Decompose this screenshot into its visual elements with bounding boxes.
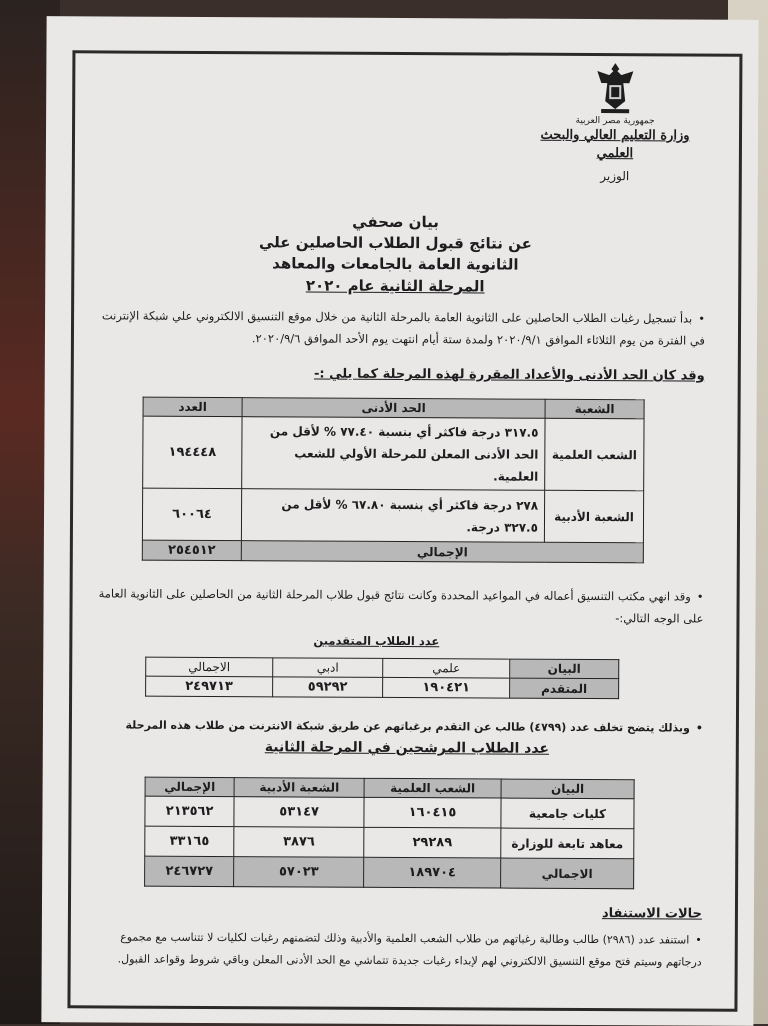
min-cell: ٣١٧.٥ درجة فاكثر أي بنسبة ٧٧.٤٠ % لأقل من الحد الأدنى المعلن للمرحلة الأولي للشعب العلمية. [242, 417, 545, 491]
table-header: العدد [143, 397, 242, 417]
title-line-2: عن نتائج قبول الطلاب الحاصلين علي [258, 233, 532, 253]
ministry-header [530, 61, 701, 184]
table-header: الإجمالي [145, 777, 234, 796]
exhaustion-heading: حالات الاستنفاد [601, 906, 702, 922]
value-cell: ١٦٠٤١٥ [364, 797, 501, 828]
table-header: ادبي [273, 658, 383, 678]
total-value: ٢٥٤٥١٢ [142, 540, 241, 561]
intro-paragraph [95, 304, 705, 351]
title-line-4: المرحلة الثانية عام ٢٠٢٠ [305, 276, 485, 296]
table-total-row [145, 856, 634, 889]
value-cell: ٥٩٢٩٢ [272, 677, 382, 698]
exhaustion-paragraph [92, 926, 702, 973]
table-total-row [142, 540, 643, 563]
table-row [145, 796, 634, 829]
table-header: البيان [510, 659, 619, 679]
nominated-table [144, 777, 635, 890]
min-heading: وقد كان الحد الأدنى والأعداد المقررة لهذه المرحلة كما يلي :- [313, 366, 705, 384]
value-cell: ٢١٣٥٦٢ [145, 796, 234, 826]
value-cell: ٣٨٧٦ [234, 827, 364, 858]
results-text: • وقد انهي مكتب التنسيق أعماله في المواعيد المحددة وكانت نتائج قبول طلاب المرحلة الثانية من الحاصلين على الثانوية العامة على الوجه التالي:- [99, 586, 704, 625]
row-label: معاهد تابعة للوزارة [501, 828, 634, 859]
branch-cell: الشعب العلمية [545, 418, 644, 491]
republic-text: جمهورية مصر العربية [575, 115, 655, 127]
intro-text: • بدأ تسجيل رغبات الطلاب الحاصلين على الثانوية العامة بالمرحلة الثانية من خلال موقع التنسيق الالكتروني علي شبكة الإنترنت في الفترة من يوم الثلاثاء الموافق ٢٠٢٠/٩/١ ولمدة ستة أيام انتهت يوم الأحد الموافق ٢٠٢٠/٩/٦. [102, 308, 705, 347]
table-row [143, 416, 644, 491]
row-label: كليات جامعية [501, 798, 634, 829]
table-header-row [146, 657, 619, 678]
value-cell: ٢٤٦٧٢٧ [145, 856, 234, 886]
value-cell: ٢٤٩٧١٣ [146, 676, 273, 697]
value-cell: ١٩٠٤٢١ [383, 677, 510, 698]
min-cell: ٢٧٨ درجة فاكثر أي بنسبة ٦٧.٨٠ % لأقل من ٣٢٧.٥ درجة. [241, 489, 544, 543]
count-cell: ١٩٤٤٤٨ [143, 416, 242, 489]
count-cell: ٦٠٠٦٤ [142, 488, 241, 541]
title-line-3: الثانوية العامة بالجامعات والمعاهد [272, 254, 519, 274]
table-header: البيان [501, 779, 634, 799]
branch-cell: الشعبة الأدبية [544, 490, 643, 543]
table-header: الحد الأدنى [242, 398, 545, 419]
table-row [146, 676, 619, 698]
title-line-1: بيان صحفي [352, 212, 439, 232]
nominated-heading: عدد الطلاب المرشحين في المرحلة الثانية [264, 739, 550, 757]
applicants-heading: عدد الطلاب المتقدمين [313, 633, 440, 649]
value-cell: ٢٩٢٨٩ [364, 827, 501, 858]
value-cell: ١٨٩٧٠٤ [364, 857, 501, 888]
table-header: الاجمالي [146, 657, 273, 677]
document-page [41, 16, 758, 1026]
table-row [145, 826, 634, 859]
row-label: الاجمالي [501, 858, 634, 889]
value-cell: ٥٧٠٢٣ [234, 857, 364, 888]
eagle-emblem-icon [593, 61, 637, 115]
table-header-row [143, 397, 644, 419]
table-header: علمي [383, 658, 510, 678]
exhaustion-text: • استنفد عدد (٢٩٨٦) طالب وطالبة رغباتهم من طلاب الشعب العلمية والأدبية وذلك لتضمنهم رغبات لكليات لا تتناسب مع مجموع درجاتهم وسيتم فتح موقع التنسيق الالكتروني لهم لإبداء رغبات جديدة تتماشي مع الحد الأدنى المعلن وباقي شروط وقواعد القبول. [118, 931, 702, 969]
dropout-paragraph [93, 714, 703, 739]
results-paragraph [93, 582, 703, 629]
table-header: الشعبة [545, 399, 644, 419]
table-row [142, 488, 643, 543]
minister-label: الوزير [600, 169, 630, 184]
row-label: المتقدم [510, 678, 619, 699]
dropout-text: • وبذلك يتضح تخلف عدد (٤٧٩٩) طالب عن التقدم برغباتهم عن طريق شبكة الانترنت من طلاب هذه المرحلة [125, 719, 702, 735]
min-scores-table [142, 397, 645, 564]
table-header: الشعب العلمية [364, 778, 501, 798]
press-release-title [245, 211, 545, 298]
applicants-table [145, 657, 619, 699]
ministry-name: وزارة التعليم العالي والبحث العلمي [540, 127, 690, 162]
value-cell: ٣٣١٦٥ [145, 826, 234, 856]
total-label: الإجمالي [241, 541, 643, 563]
value-cell: ٥٣١٤٧ [234, 797, 364, 828]
table-header-row [145, 777, 634, 799]
table-header: الشعبة الأدبية [234, 778, 364, 798]
